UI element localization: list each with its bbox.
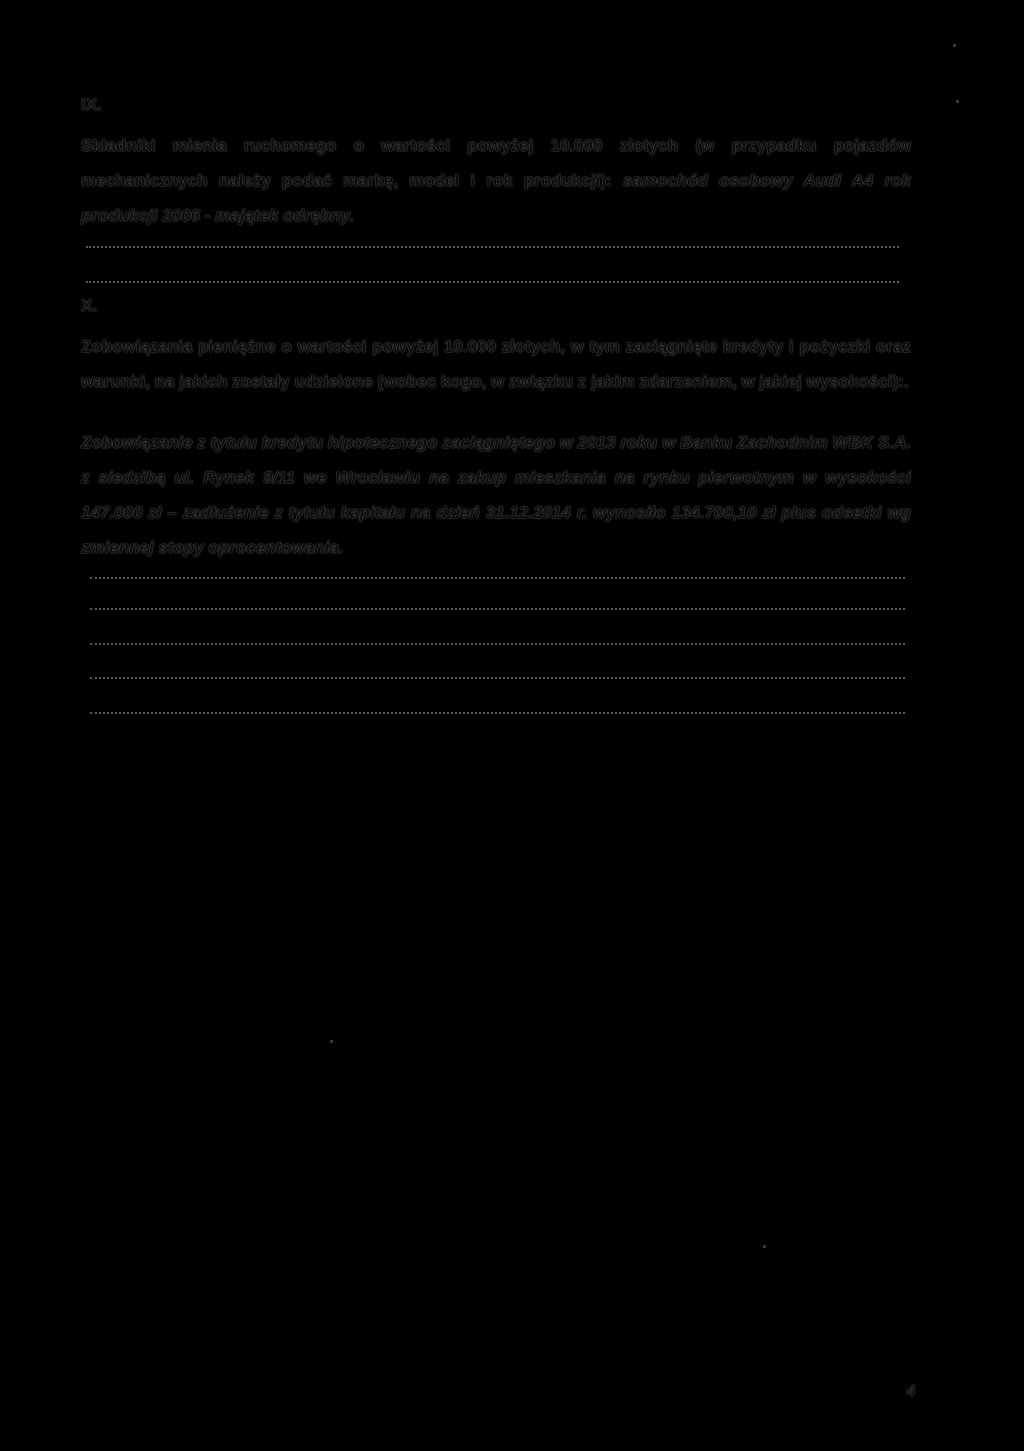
section-ix-heading: IX. — [81, 95, 102, 114]
dotted-fill-line — [86, 281, 899, 283]
section-x-question: Zobowiązania pieniężne o wartości powyżej 10.000 złotych, w tym zaciągnięte kredyty i pożyczki oraz warunki, na jakich zostały udzielone (wobec kogo, w związku z jakim zdarzeniem, w jakiej wysokości):. — [81, 337, 911, 391]
scan-speck — [330, 1040, 333, 1043]
dotted-fill-line — [90, 712, 905, 714]
section-ix-body — [81, 128, 911, 233]
scan-speck — [953, 44, 956, 47]
dotted-fill-line — [86, 246, 899, 248]
section-ix-answer: samochód osobowy Audi A4 rok produkcji 2006 - majątek odrębny. — [81, 171, 911, 225]
dotted-fill-line — [90, 643, 905, 645]
section-x-answer: Zobowiązanie z tytułu kredytu hipotecznego zaciągniętego w 2013 roku w Banku Zachodnim WBK S.A. z siedzibą ul. Rynek 9/11 we Wrocławiu na zakup mieszkania na rynku pierwotnym w wysokości 147.000 zł – zadłużenie z tytułu kapitału na dzień 31.12.2014 r. wynosiło 134.700,10 zł plus odsetki wg zmiennej stopy oprocentowania. — [81, 433, 911, 557]
page-number: 4 — [906, 1381, 916, 1400]
dotted-fill-line — [90, 608, 905, 610]
dotted-fill-line — [90, 577, 905, 579]
dotted-fill-line — [90, 677, 905, 679]
scan-speck — [763, 1245, 766, 1248]
scan-speck — [956, 100, 959, 103]
section-x-heading: X. — [81, 296, 98, 315]
section-ix-question: Składniki mienia ruchomego o wartości powyżej 10.000 złotych (w przypadku pojazdów mechanicznych należy podać markę, model i rok produkcji): — [81, 136, 911, 190]
